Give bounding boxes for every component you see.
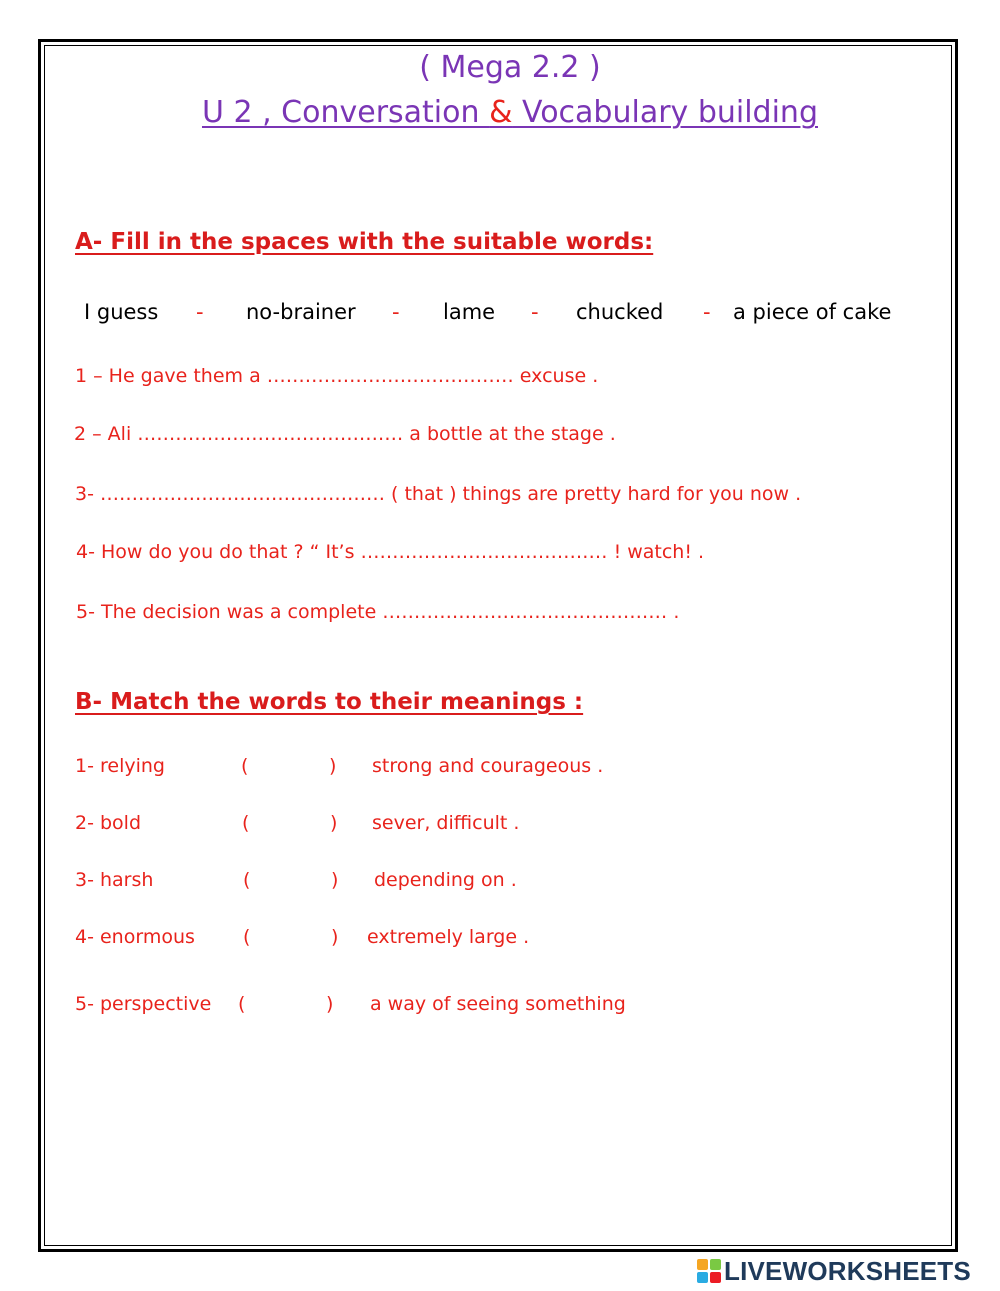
word-bank-separator: -: [392, 300, 400, 324]
match-meaning: a way of seeing something: [370, 993, 626, 1015]
page-title: ( Mega 2.2 ): [419, 50, 601, 85]
question-1[interactable]: 1 – He gave them a ………………………………… excuse .: [75, 365, 599, 387]
page-subtitle: [0, 95, 1000, 130]
word-bank-item: a piece of cake: [733, 300, 892, 324]
liveworksheets-logo-icon: [697, 1259, 721, 1283]
match-answer-close[interactable]: ): [331, 926, 339, 948]
match-meaning: strong and courageous .: [372, 755, 604, 777]
subtitle-ampersand: &: [489, 95, 513, 130]
word-bank-item: I guess: [84, 300, 159, 324]
logo-square-e: [710, 1272, 721, 1283]
word-bank-item: no-brainer: [246, 300, 356, 324]
page-border-inner: [44, 45, 952, 1246]
question-3[interactable]: 3- ……………………………………… ( that ) things are pretty hard for you now .: [75, 483, 802, 505]
match-answer-open[interactable]: (: [243, 869, 251, 891]
match-meaning: sever, difficult .: [372, 812, 520, 834]
section-b-heading: B- Match the words to their meanings :: [75, 689, 584, 715]
match-answer-open[interactable]: (: [243, 926, 251, 948]
match-word: 5- perspective: [75, 993, 212, 1015]
match-answer-close[interactable]: ): [331, 869, 339, 891]
match-answer-open[interactable]: (: [241, 755, 249, 777]
match-answer-close[interactable]: ): [330, 812, 338, 834]
section-a-heading: A- Fill in the spaces with the suitable words:: [75, 229, 654, 255]
match-answer-open[interactable]: (: [242, 812, 250, 834]
logo-square-l: [697, 1259, 708, 1270]
match-answer-close[interactable]: ): [326, 993, 334, 1015]
subtitle-part1: U 2 , Conversation: [201, 95, 490, 130]
match-answer-open[interactable]: (: [238, 993, 246, 1015]
match-meaning: depending on .: [374, 869, 517, 891]
word-bank-separator: -: [703, 300, 711, 324]
logo-square-v: [697, 1272, 708, 1283]
match-word: 3- harsh: [75, 869, 154, 891]
question-4[interactable]: 4- How do you do that ? “ It’s ………………………………… ! watch! .: [76, 541, 705, 563]
match-word: 4- enormous: [75, 926, 195, 948]
word-bank-item: lame: [443, 300, 496, 324]
logo-square-i: [710, 1259, 721, 1270]
word-bank-separator: -: [196, 300, 204, 324]
liveworksheets-logo[interactable]: [697, 1257, 971, 1285]
word-bank-separator: -: [531, 300, 539, 324]
logo-text: LIVEWORKSHEETS: [724, 1255, 971, 1286]
match-word: 2- bold: [75, 812, 142, 834]
question-5[interactable]: 5- The decision was a complete ……………………………………… .: [76, 601, 680, 623]
match-word: 1- relying: [75, 755, 165, 777]
match-answer-close[interactable]: ): [329, 755, 337, 777]
subtitle-part2: Vocabulary building: [512, 95, 818, 130]
match-meaning: extremely large .: [367, 926, 530, 948]
word-bank-item: chucked: [576, 300, 664, 324]
question-2[interactable]: 2 – Ali …………………………………… a bottle at the stage .: [74, 423, 616, 445]
